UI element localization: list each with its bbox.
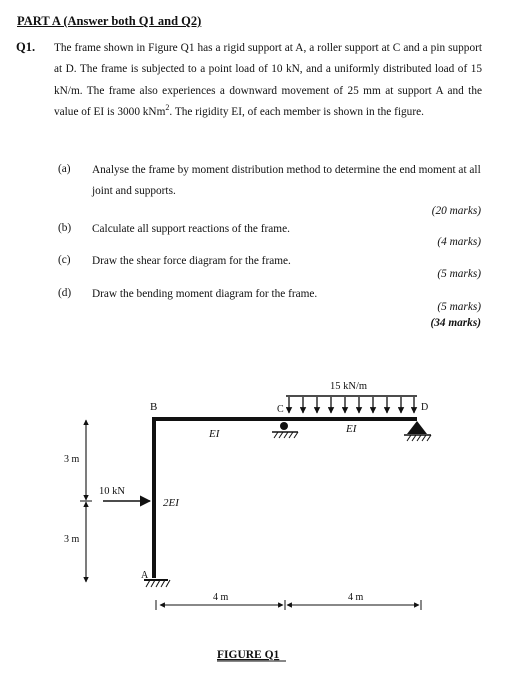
dimension-span-bc-label: 4 m [213,592,229,603]
fixed-support-a [144,580,170,587]
part-b-label: (b) [58,222,72,234]
dimension-height-upper-label: 3 m [64,454,80,465]
beam-bc-rigidity: EI [209,428,220,440]
node-c-label: C [277,404,284,415]
part-d-text: Draw the bending moment diagram for the frame. [92,288,318,300]
point-load-label: 10 kN [99,486,125,497]
question-number: Q1. [16,40,36,54]
dimension-height-lower-label: 3 m [64,534,80,545]
question-text-main: The frame shown in Figure Q1 has a rigid support at A, a roller support at C and a pin support at D. The frame is subjected to a point load of 10 kN, and a uniformly distributed load of 15 kN/m. The frame also experiences a downward movement of 25 mm at support A and the value of EI is 3000 kNm [54,42,482,119]
pin-support-d [404,421,431,441]
node-b-label: B [150,401,158,413]
beam-cd-rigidity: EI [346,423,357,435]
part-a-text: Analyse the frame by moment distribution method to determine the end moment at all joint and supports. [92,164,481,197]
part-a-marks: (20 marks) [431,205,481,217]
udl-load [286,396,417,413]
part-b-text: Calculate all support reactions of the frame. [92,223,290,235]
part-c-label: (c) [58,254,71,266]
question-text-end: . The rigidity EI, of each member is shown in the figure. [169,106,424,119]
part-c-text: Draw the shear force diagram for the frame. [92,255,291,267]
udl-label: 15 kN/m [330,381,368,392]
part-d-marks: (5 marks) [437,301,481,313]
section-title: PART A (Answer both Q1 and Q2) [17,14,202,28]
part-c-marks: (5 marks) [437,268,481,280]
part-d-label: (d) [58,287,72,299]
node-a-label: A [141,570,149,581]
part-b-marks: (4 marks) [437,236,481,248]
total-marks: (34 marks) [430,317,481,329]
figure-caption: FIGURE Q1 [217,649,280,661]
roller-support-c [272,422,298,438]
question-text-superscript: 2 [165,103,170,113]
node-d-label: D [421,402,429,413]
dimension-span-cd-label: 4 m [348,592,364,603]
column-rigidity: 2EI [163,497,179,509]
part-a-label: (a) [58,163,71,175]
